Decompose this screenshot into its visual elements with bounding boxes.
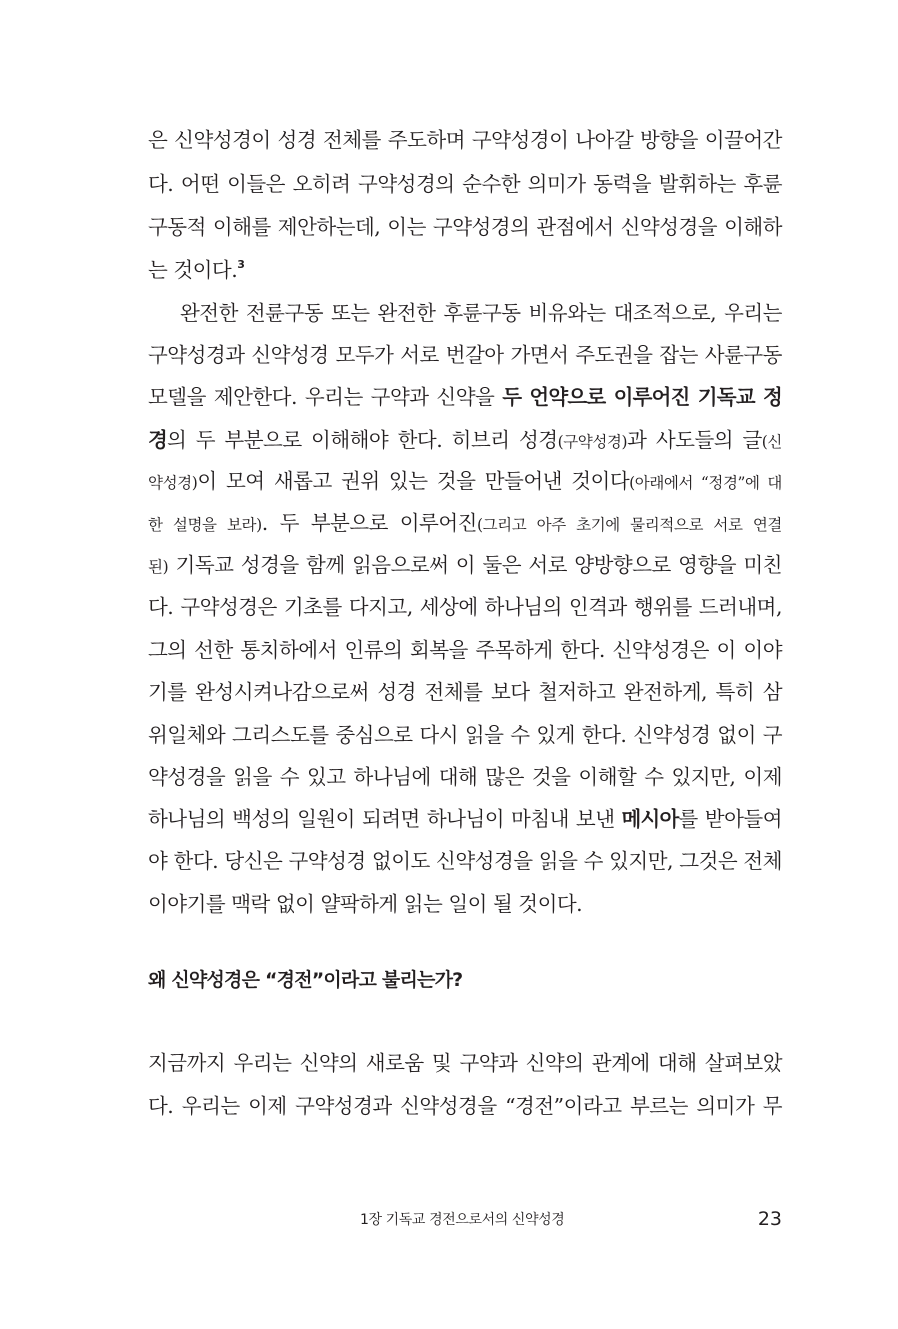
paragraph-line: 완전한 전륜구동 또는 완전한 후륜구동 비유와는 대조적으로, 우리는 bbox=[180, 301, 782, 325]
line-text: 의 두 부분으로 이해해야 한다. 히브리 성경 bbox=[167, 428, 558, 452]
parenthetical-text: 된) bbox=[148, 558, 169, 576]
paragraph-line bbox=[148, 255, 782, 285]
paragraph-line: 구동적 이해를 제안하는데, 이는 구약성경의 관점에서 신약성경을 이해하 bbox=[148, 215, 782, 239]
page-number: 23 bbox=[757, 1208, 782, 1230]
running-title: 1장 기독교 경전으로서의 신약성경 bbox=[360, 1212, 565, 1228]
emphasis-text: 메시아 bbox=[621, 807, 679, 831]
emphasis-text: 경 bbox=[148, 428, 168, 452]
line-text: 과 사도들의 글 bbox=[627, 428, 762, 452]
emphasis-text: 두 언약으로 이루어진 기독교 정 bbox=[502, 385, 782, 409]
line-text: 하나님의 백성의 일원이 되려면 하나님이 마침내 보낸 bbox=[148, 807, 622, 831]
line-text: . 두 부분으로 이루어진 bbox=[261, 511, 477, 535]
parenthetical-text: 약성경) bbox=[148, 474, 198, 492]
paragraph-line bbox=[148, 382, 782, 412]
paragraph-line bbox=[148, 550, 782, 582]
paragraph-line: 위일체와 그리스도를 중심으로 다시 읽을 수 있게 한다. 신약성경 없이 구 bbox=[148, 723, 782, 747]
line-text: 는 것이다. bbox=[148, 258, 238, 282]
paragraph-line: 이야기를 맥락 없이 얄팍하게 읽는 일이 될 것이다. bbox=[148, 892, 583, 916]
paragraph-line: 다. 구약성경은 기초를 다지고, 세상에 하나님의 인격과 행위를 드러내며, bbox=[148, 595, 782, 619]
paragraph-line bbox=[148, 804, 782, 834]
footnote-reference: 3 bbox=[237, 258, 245, 271]
paragraph-line: 구약성경과 신약성경 모두가 서로 번갈아 가면서 주도권을 잡는 사륜구동 bbox=[148, 343, 782, 367]
parenthetical-text: (그리고 아주 초기에 물리적으로 서로 연결 bbox=[476, 516, 782, 534]
line-text: 기독교 성경을 함께 읽음으로써 이 둘은 서로 양방향으로 영향을 미친 bbox=[168, 553, 782, 577]
paragraph-line: 은 신약성경이 성경 전체를 주도하며 구약성경이 나아갈 방향을 이끌어간 bbox=[148, 128, 782, 152]
parenthetical-text: (신 bbox=[761, 433, 782, 451]
paragraph-line: 다. 어떤 이들은 오히려 구약성경의 순수한 의미가 동력을 발휘하는 후륜 bbox=[148, 172, 782, 196]
paragraph-line: 다. 우리는 이제 구약성경과 신약성경을 “경전”이라고 부르는 의미가 무 bbox=[148, 1094, 782, 1118]
line-text: 를 받아들여 bbox=[678, 807, 783, 831]
parenthetical-text: (아래에서 “정경”에 대 bbox=[629, 474, 782, 492]
paragraph-line bbox=[148, 466, 782, 498]
paragraph-line: 기를 완성시켜나감으로써 성경 전체를 보다 철저하고 완전하게, 특히 삼 bbox=[148, 680, 782, 704]
paragraph-line bbox=[148, 508, 782, 540]
paragraph-line: 지금까지 우리는 신약의 새로움 및 구약과 신약의 관계에 대해 살펴보았 bbox=[148, 1051, 782, 1075]
parenthetical-text: (구약성경) bbox=[557, 433, 628, 451]
parenthetical-text: 한 설명을 보라) bbox=[148, 516, 262, 534]
paragraph-line: 그의 선한 통치하에서 인류의 회복을 주목하게 한다. 신약성경은 이 이야 bbox=[148, 638, 782, 662]
section-heading: 왜 신약성경은 “경전”이라고 불리는가? bbox=[148, 969, 463, 991]
paragraph-line: 약성경을 읽을 수 있고 하나님에 대해 많은 것을 이해할 수 있지만, 이제 bbox=[148, 765, 782, 789]
paragraph-line: 야 한다. 당신은 구약성경 없이도 신약성경을 읽을 수 있지만, 그것은 전체 bbox=[148, 849, 782, 873]
line-text: 모델을 제안한다. 우리는 구약과 신약을 bbox=[148, 385, 503, 409]
paragraph-line bbox=[148, 425, 782, 457]
line-text: 이 모여 새롭고 권위 있는 것을 만들어낸 것이다 bbox=[197, 469, 630, 493]
